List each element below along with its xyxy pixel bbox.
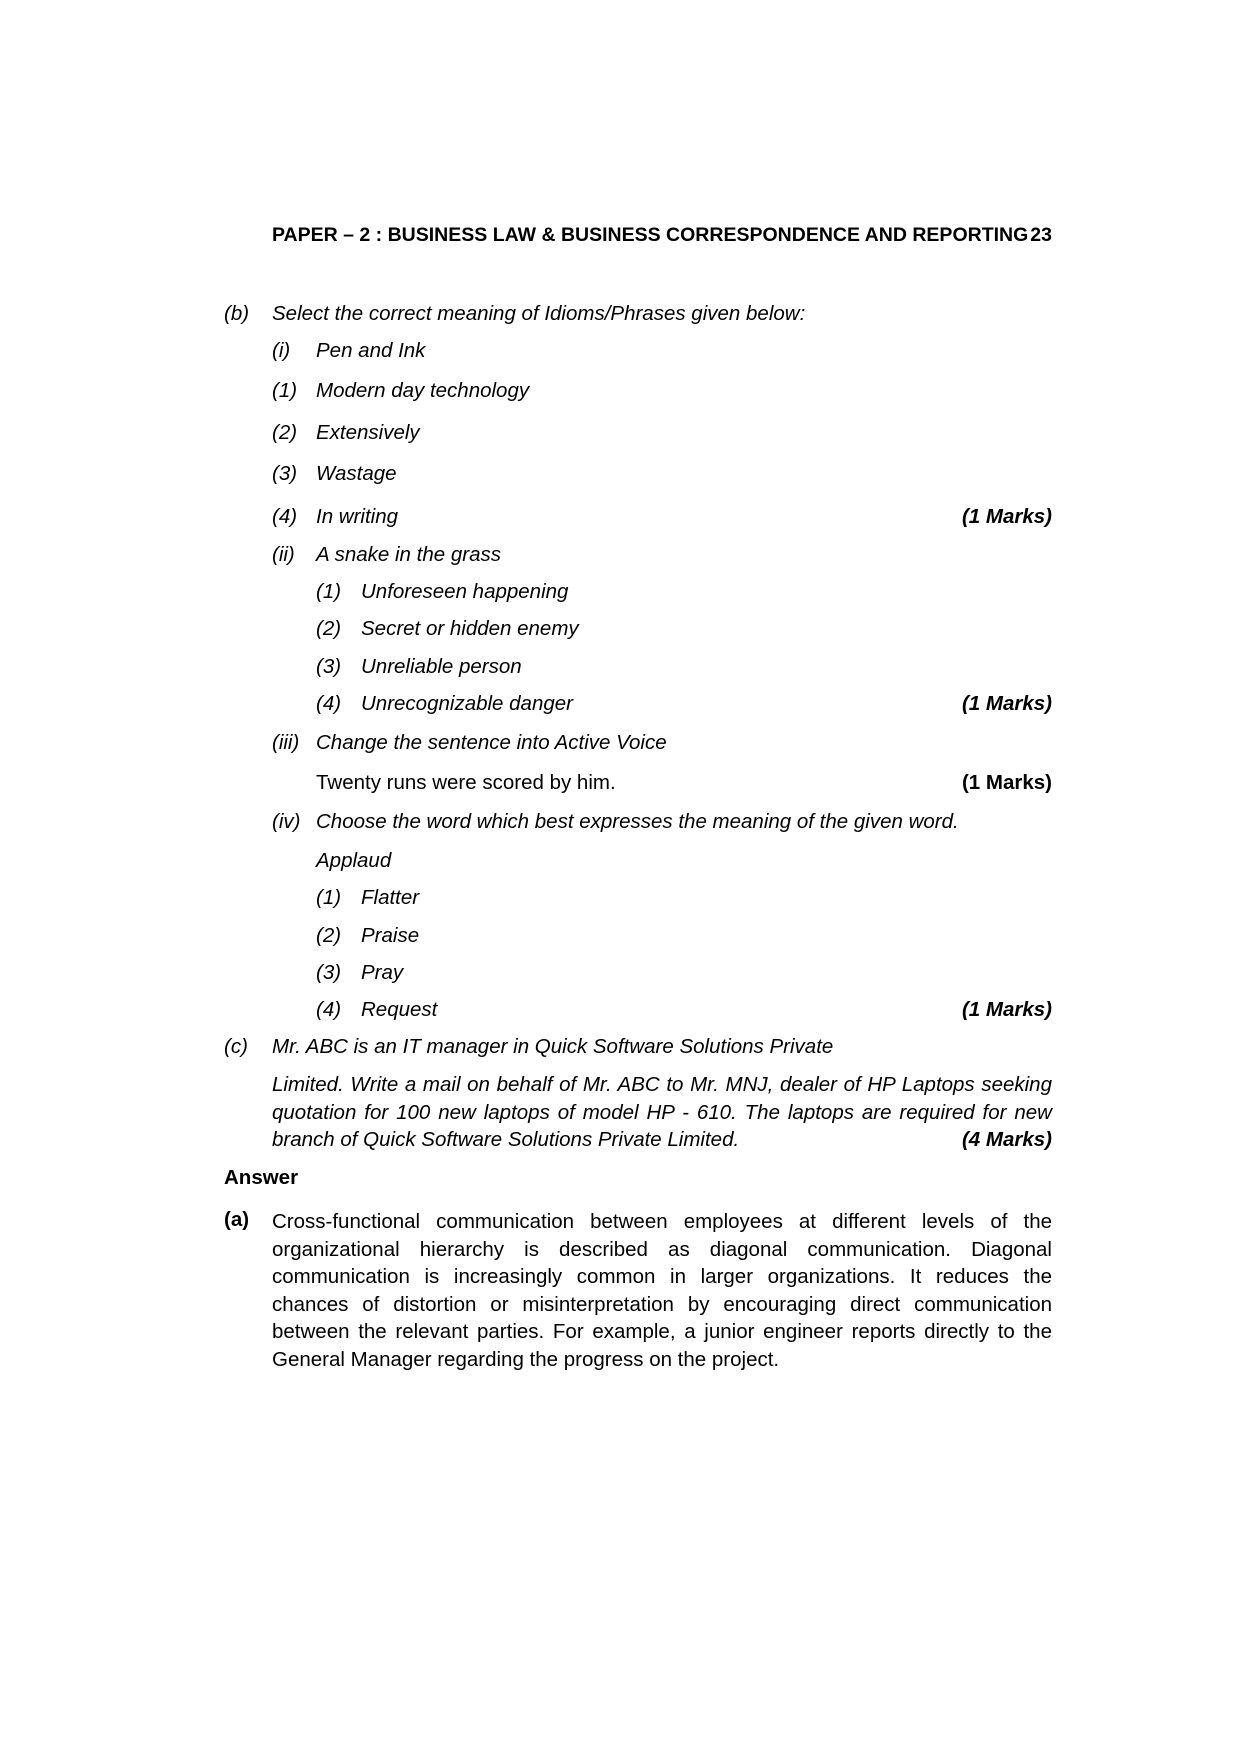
part-ii-option-num: (3) <box>316 655 342 678</box>
part-iv-label: (iv) <box>272 810 301 833</box>
part-iii-sentence: Twenty runs were scored by him. <box>316 771 616 794</box>
part-i-option-text: Wastage <box>316 462 397 485</box>
part-iv-option-text: Praise <box>361 924 420 947</box>
part-i-option-text: Extensively <box>316 421 420 444</box>
part-ii-text: A snake in the grass <box>316 543 501 566</box>
part-iii-label: (iii) <box>272 731 300 754</box>
question-c-marks: (4 Marks) <box>961 1128 1052 1151</box>
part-iv-option-num: (1) <box>316 886 342 909</box>
part-i-text: Pen and Ink <box>316 339 426 362</box>
answer-heading: Answer <box>224 1166 299 1189</box>
part-i-option-num: (4) <box>272 505 298 528</box>
answer-a-label: (a) <box>224 1208 250 1231</box>
part-i-option-num: (2) <box>272 421 298 444</box>
question-c-line1: Mr. ABC is an IT manager in Quick Software Solutions Private <box>272 1035 834 1058</box>
part-i-marks: (1 Marks) <box>961 505 1052 528</box>
question-b-label: (b) <box>224 302 250 325</box>
part-iv-marks: (1 Marks) <box>961 998 1052 1021</box>
part-ii-option-num: (1) <box>316 580 342 603</box>
part-ii-option-num: (4) <box>316 692 342 715</box>
part-iv-option-num: (4) <box>316 998 342 1021</box>
part-ii-option-num: (2) <box>316 617 342 640</box>
question-c-label: (c) <box>224 1035 248 1058</box>
page-number: 23 <box>1030 224 1052 246</box>
part-ii-label: (ii) <box>272 543 295 566</box>
question-b-prompt: Select the correct meaning of Idioms/Phrases given below: <box>272 302 806 325</box>
part-iv-word: Applaud <box>316 849 392 872</box>
part-iii-text: Change the sentence into Active Voice <box>316 731 667 754</box>
part-iv-option-num: (2) <box>316 924 342 947</box>
part-iv-option-text: Flatter <box>361 886 420 909</box>
part-ii-option-text: Unrecognizable danger <box>361 692 573 715</box>
part-ii-option-text: Secret or hidden enemy <box>361 617 579 640</box>
part-iv-option-text: Request <box>361 998 438 1021</box>
part-ii-marks: (1 Marks) <box>961 692 1052 715</box>
part-ii-option-text: Unforeseen happening <box>361 580 569 603</box>
part-i-label: (i) <box>272 339 291 362</box>
question-c-body: Limited. Write a mail on behalf of Mr. ABC to Mr. MNJ, dealer of HP Laptops seeking quotation for 100 new laptops of model HP - 610. The laptops are required for new branch of Quick Software Solutions Private Limited. <box>272 1073 1052 1151</box>
part-i-option-num: (3) <box>272 462 298 485</box>
part-ii-option-text: Unreliable person <box>361 655 522 678</box>
answer-a-text: Cross-functional communication between employees at different levels of the organizational hierarchy is described as diagonal communication. Diagonal communication is increasingly common in larger organizations. It reduces the chances of distortion or misinterpretation by encouraging direct communication between the relevant parties. For example, a junior engineer reports directly to the General Manager regarding the progress on the project. <box>272 1210 1052 1371</box>
part-iv-option-text: Pray <box>361 961 404 984</box>
part-i-option-text: In writing <box>316 505 399 528</box>
part-i-option-num: (1) <box>272 379 298 402</box>
part-i-option-text: Modern day technology <box>316 379 530 402</box>
part-iv-text: Choose the word which best expresses the meaning of the given word. <box>316 810 959 833</box>
part-iv-option-num: (3) <box>316 961 342 984</box>
part-iii-marks: (1 Marks) <box>961 771 1052 794</box>
paper-title: PAPER – 2 : BUSINESS LAW & BUSINESS CORRESPONDENCE AND REPORTING <box>272 224 1029 246</box>
